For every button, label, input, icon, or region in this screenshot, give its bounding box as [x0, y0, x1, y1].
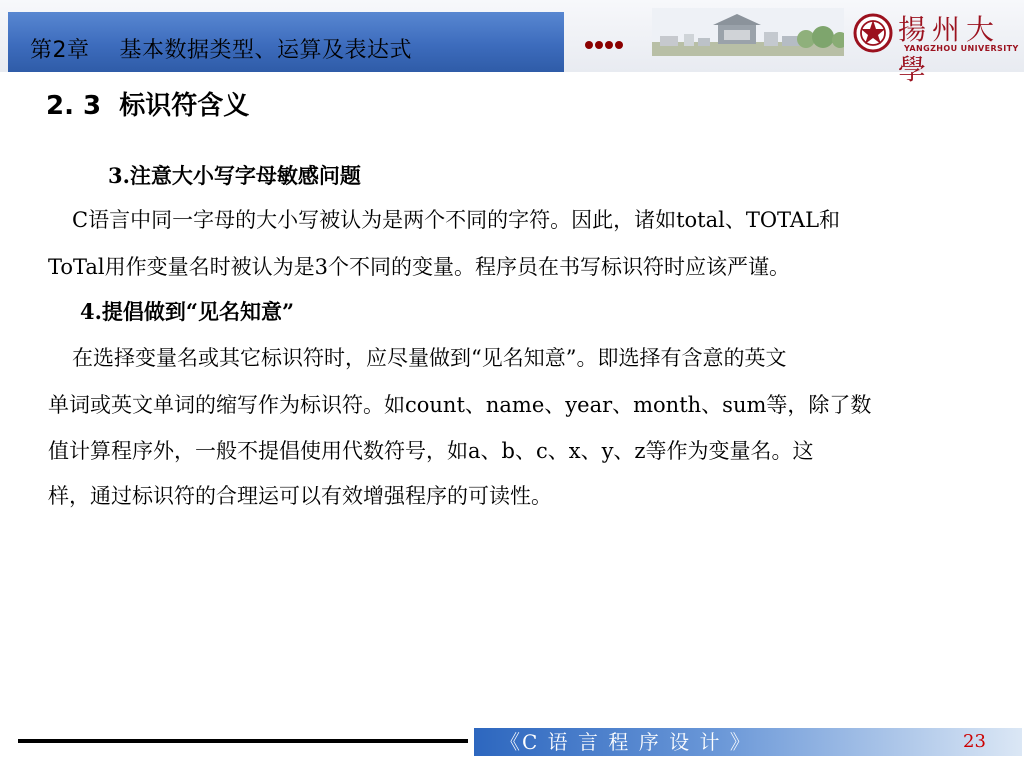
university-name-english: YANGZHOU UNIVERSITY — [904, 44, 1019, 53]
book-title: 《C 语 言 程 序 设 计 》 — [500, 730, 752, 754]
chapter-title: 第2章 基本数据类型、运算及表达式 — [30, 38, 412, 63]
section-title: 2. 3 标识符含义 — [46, 91, 250, 121]
decorative-dots — [585, 34, 633, 50]
dot-icon — [605, 41, 613, 49]
chapter-title-bar — [8, 12, 564, 72]
university-name-chinese: 揚州大學 — [898, 13, 1001, 86]
subheading-meaningful-names: 4.提倡做到“见名知意” — [80, 299, 295, 324]
page-number: 23 — [963, 731, 986, 752]
university-seal-icon — [852, 12, 894, 54]
slide-header — [0, 0, 1024, 86]
paragraph-line: 单词或英文单词的缩写作为标识符。如count、name、year、month、sum等，除了数 — [48, 393, 872, 417]
subheading-case-sensitivity: 3.注意大小写字母敏感问题 — [108, 163, 361, 188]
dot-icon — [595, 41, 603, 49]
paragraph-line: 在选择变量名或其它标识符时，应尽量做到“见名知意”。即选择有含意的英文 — [72, 346, 787, 370]
paragraph-line: ToTal用作变量名时被认为是3个不同的变量。程序员在书写标识符时应该严谨。 — [48, 255, 790, 279]
paragraph-line: 样，通过标识符的合理运可以有效增强程序的可读性。 — [48, 484, 552, 508]
campus-image — [652, 8, 844, 56]
footer-divider — [18, 739, 468, 743]
paragraph-line: 值计算程序外，一般不提倡使用代数符号，如a、b、c、x、y、z等作为变量名。这 — [48, 439, 814, 463]
dot-icon — [615, 41, 623, 49]
dot-icon — [585, 41, 593, 49]
paragraph-line: C语言中同一字母的大小写被认为是两个不同的字符。因此，诸如total、TOTAL和 — [72, 208, 841, 232]
